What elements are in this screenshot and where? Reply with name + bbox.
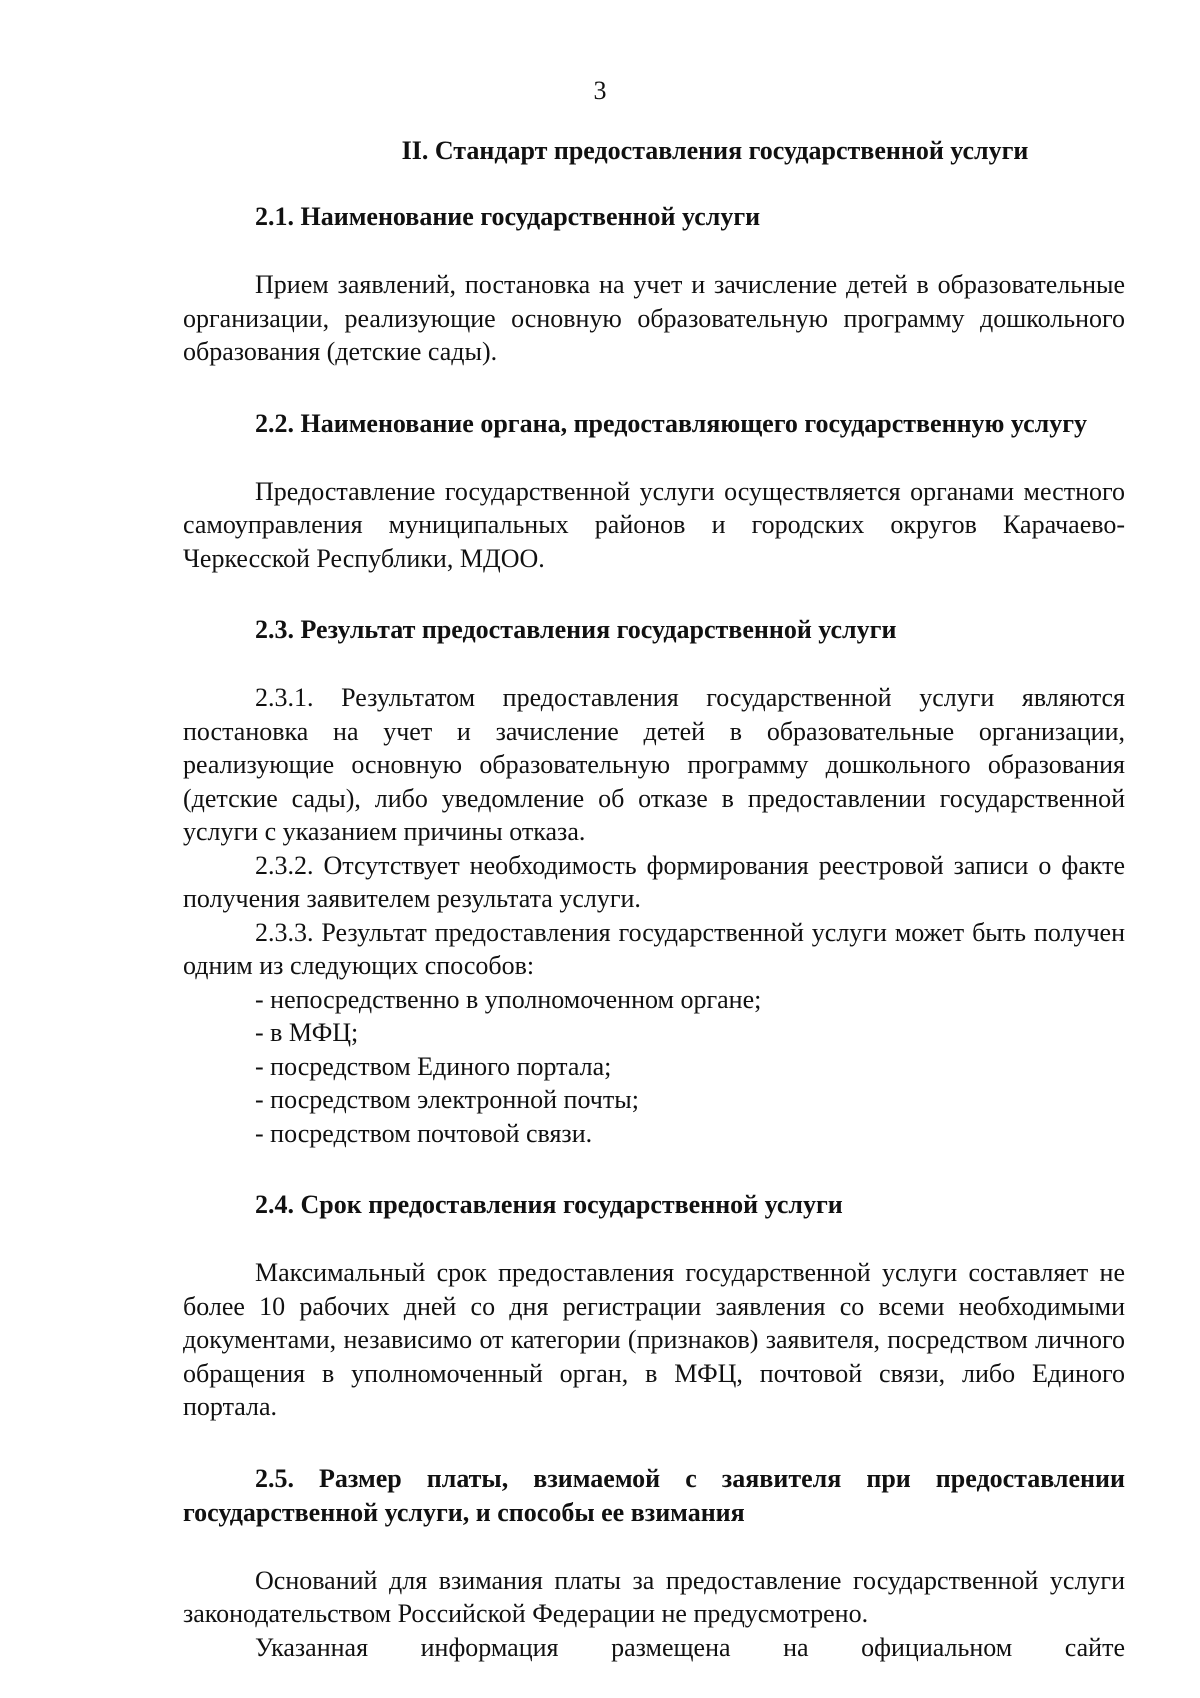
section-title: II. Стандарт предоставления государственной услуги	[401, 136, 1029, 165]
paragraph-2-3-1: 2.3.1. Результатом предоставления государственной услуги являются постановка на учет и зачисление детей в образовательные организации, реализующие основную образовательную программу дошкольного образования (детские сады), либо уведомление об отказе в предоставлении государственной услуги с указанием причины отказа.	[183, 683, 1125, 846]
heading-2-2: 2.2. Наименование органа, предоставляющего государственную услугу	[255, 408, 1088, 438]
paragraph-2-4: Максимальный срок предоставления государственной услуги составляет не более 10 рабочих дней со дня регистрации заявления со всеми необходимыми документами, независимо от категории (признаков) заявителя, посредством личного обращения в уполномоченный орган, в МФЦ, почтовой связи, либо Единого портала.	[183, 1258, 1125, 1421]
document-body	[183, 134, 1125, 1664]
heading-2-5: 2.5. Размер платы, взимаемой с заявителя при предоставлении государственной услуги, и способы ее взимания	[183, 1463, 1125, 1527]
list-item: - непосредственно в уполномоченном органе;	[255, 984, 762, 1014]
paragraph-2-2: Предоставление государственной услуги осуществляется органами местного самоуправления муниципальных районов и городских округов Карачаево-Черкесской Республики, МДОО.	[183, 476, 1125, 573]
heading-2-1: 2.1. Наименование государственной услуги	[255, 202, 761, 231]
paragraph-2-5-1: Оснований для взимания платы за предоставление государственной услуги законодательством Российской Федерации не предусмотрено.	[183, 1565, 1125, 1628]
list-item: - в МФЦ;	[255, 1018, 359, 1047]
paragraph-2-1: Прием заявлений, постановка на учет и зачисление детей в образовательные организации, реализующие основную образовательную программу дошкольного образования (детские сады).	[183, 270, 1125, 366]
list-item: - посредством почтовой связи.	[255, 1118, 593, 1148]
list-item: - посредством Единого портала;	[255, 1051, 612, 1081]
paragraph-2-3-3: 2.3.3. Результат предоставления государственной услуги может быть получен одним из следующих способов:	[183, 917, 1125, 980]
heading-2-3: 2.3. Результат предоставления государственной услуги	[255, 615, 897, 644]
paragraph-2-5-2: Указанная информация размещена на официальном сайте	[255, 1632, 1125, 1662]
paragraph-2-3-2: 2.3.2. Отсутствует необходимость формирования реестровой записи о факте получения заявителем результата услуги.	[183, 850, 1125, 913]
list-item: - посредством электронной почты;	[255, 1085, 639, 1114]
heading-2-4: 2.4. Срок предоставления государственной услуги	[255, 1190, 843, 1219]
page-number: 3	[593, 76, 607, 105]
